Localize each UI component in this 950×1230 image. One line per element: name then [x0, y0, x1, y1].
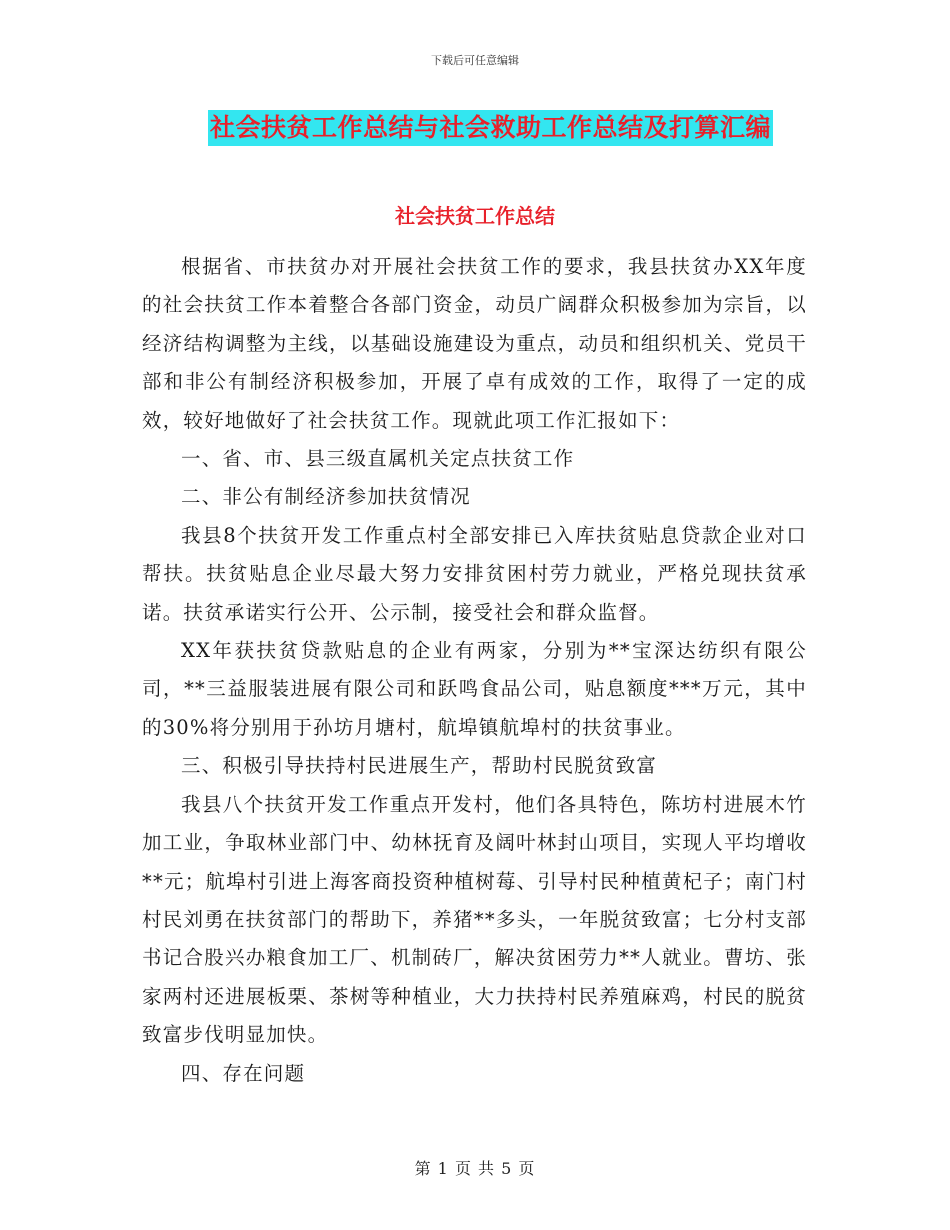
section-title: 社会扶贫工作总结	[395, 204, 555, 228]
paragraph: 我县8个扶贫开发工作重点村全部安排已入库扶贫贴息贷款企业对口帮扶。扶贫贴息企业尽最大努力安排贫困村劳力就业，严格兑现扶贫承诺。扶贫承诺实行公开、公示制，接受社会和群众监督。	[142, 523, 807, 624]
paragraph: 根据省、市扶贫办对开展社会扶贫工作的要求，我县扶贫办XX年度的社会扶贫工作本着整合各部门资金，动员广阔群众积极参加为宗旨，以经济结构调整为主线，以基础设施建设为重点，动员和组织机关、党员干部和非公有制经济积极参加，开展了卓有成效的工作，取得了一定的成效，较好地做好了社会扶贫工作。现就此项工作汇报如下：	[142, 255, 807, 432]
paragraph: 我县八个扶贫开发工作重点开发村，他们各具特色，陈坊村进展木竹加工业，争取林业部门中、幼林抚育及阔叶林封山项目，实现人平均增收**元；航埠村引进上海客商投资种植树莓、引导村民种植黄杞子；南门村村民刘勇在扶贫部门的帮助下，养猪**多头，一年脱贫致富；七分村支部书记合股兴办粮食加工厂、机制砖厂，解决贫困劳力**人就业。曹坊、张家两村还进展板栗、茶树等种植业，大力扶持村民养殖麻鸡，村民的脱贫致富步伐明显加快。	[142, 792, 807, 1047]
header-note: 下载后可任意编辑	[431, 54, 519, 67]
document-body	[142, 248, 807, 1093]
main-title: 社会扶贫工作总结与社会救助工作总结及打算汇编	[208, 110, 773, 146]
paragraph: 三、积极引导扶持村民进展生产，帮助村民脱贫致富	[181, 754, 658, 778]
paragraph: 一、省、市、县三级直属机关定点扶贫工作	[181, 447, 575, 471]
paragraph: XX年获扶贫贷款贴息的企业有两家，分别为**宝深达纺织有限公司，**三益服装进展有限公司和跃鸣食品公司，贴息额度***万元，其中的30%将分别用于孙坊月塘村，航埠镇航埠村的扶贫事业。	[142, 639, 807, 739]
paragraph: 二、非公有制经济参加扶贫情况	[181, 485, 471, 509]
paragraph: 四、存在问题	[181, 1061, 306, 1085]
page-number: 第 1 页 共 5 页	[414, 1159, 536, 1178]
